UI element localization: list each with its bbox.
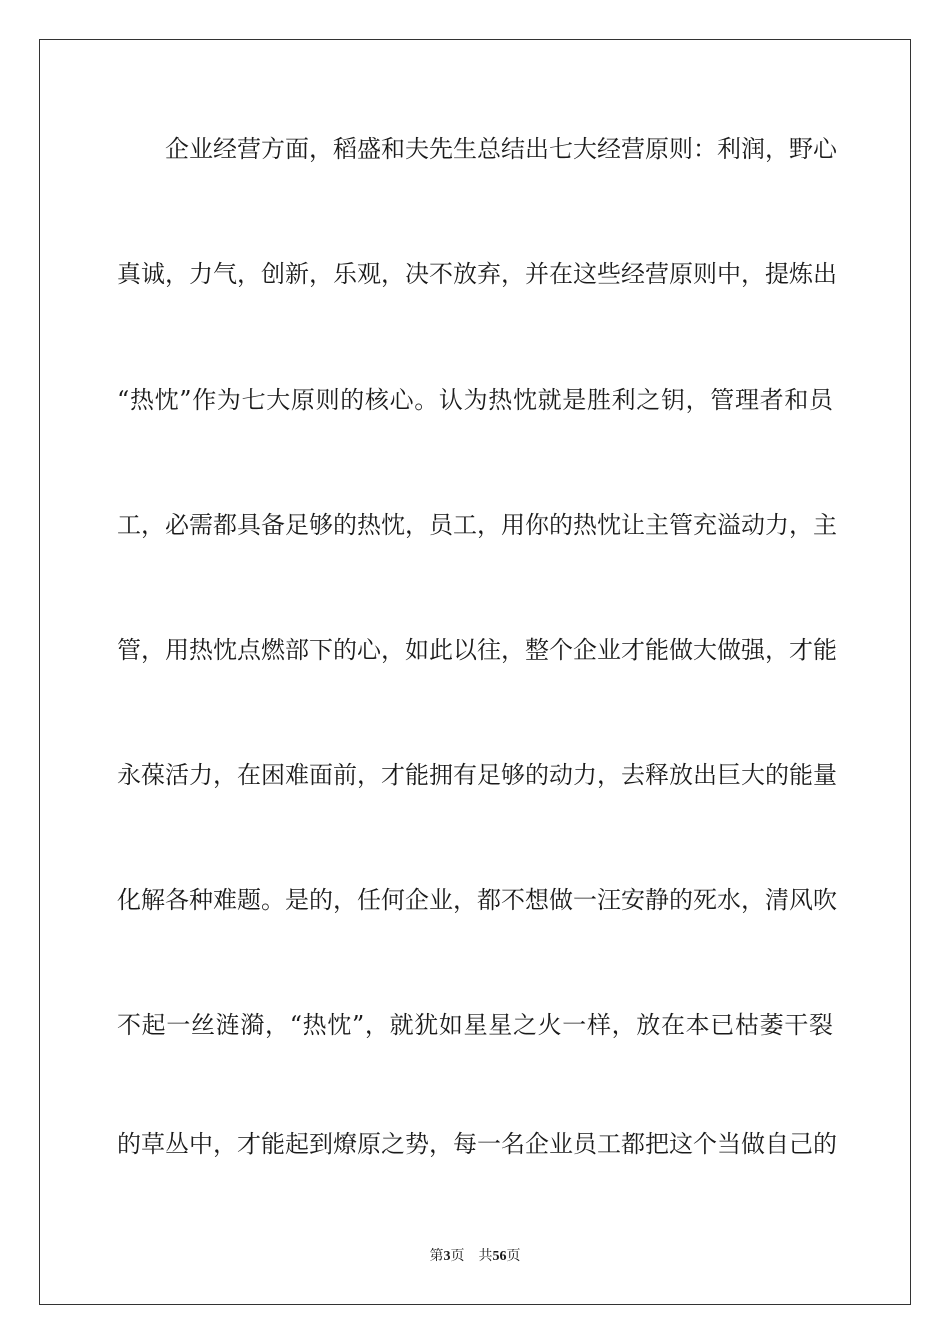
paragraph-line-1: 企业经营方面，稻盛和夫先生总结出七大经营原则：利润，野心 <box>165 135 837 163</box>
paragraph-line-8: 不起一丝涟漪，“热忱”，就犹如星星之火一样，放在本已枯萎干裂 <box>117 1011 833 1039</box>
page-prefix: 第 <box>429 1249 444 1264</box>
paragraph-line-4: 工，必需都具备足够的热忱，员工，用你的热忱让主管充溢动力，主 <box>117 511 837 539</box>
current-page-number: 3 <box>443 1249 451 1264</box>
paragraph-line-3: “热忱”作为七大原则的核心。认为热忱就是胜利之钥，管理者和员 <box>117 386 833 414</box>
page-footer <box>0 1246 950 1268</box>
paragraph-line-2: 真诚，力气，创新，乐观，决不放弃，并在这些经营原则中，提炼出 <box>117 260 837 288</box>
paragraph-line-7: 化解各种难题。是的，任何企业，都不想做一汪安静的死水，清风吹 <box>117 886 837 914</box>
paragraph-line-5: 管，用热忱点燃部下的心，如此以往，整个企业才能做大做强，才能 <box>117 636 837 664</box>
page-border <box>39 39 911 1305</box>
paragraph-line-6: 永葆活力，在困难面前，才能拥有足够的动力，去释放出巨大的能量 <box>117 761 837 789</box>
paragraph-line-9: 的草丛中，才能起到燎原之势，每一名企业员工都把这个当做自己的 <box>117 1130 837 1158</box>
total-page-count: 56 <box>492 1249 507 1264</box>
page-suffix: 页 <box>450 1249 465 1264</box>
total-suffix: 页 <box>506 1249 521 1264</box>
total-prefix: 共 <box>478 1249 493 1264</box>
